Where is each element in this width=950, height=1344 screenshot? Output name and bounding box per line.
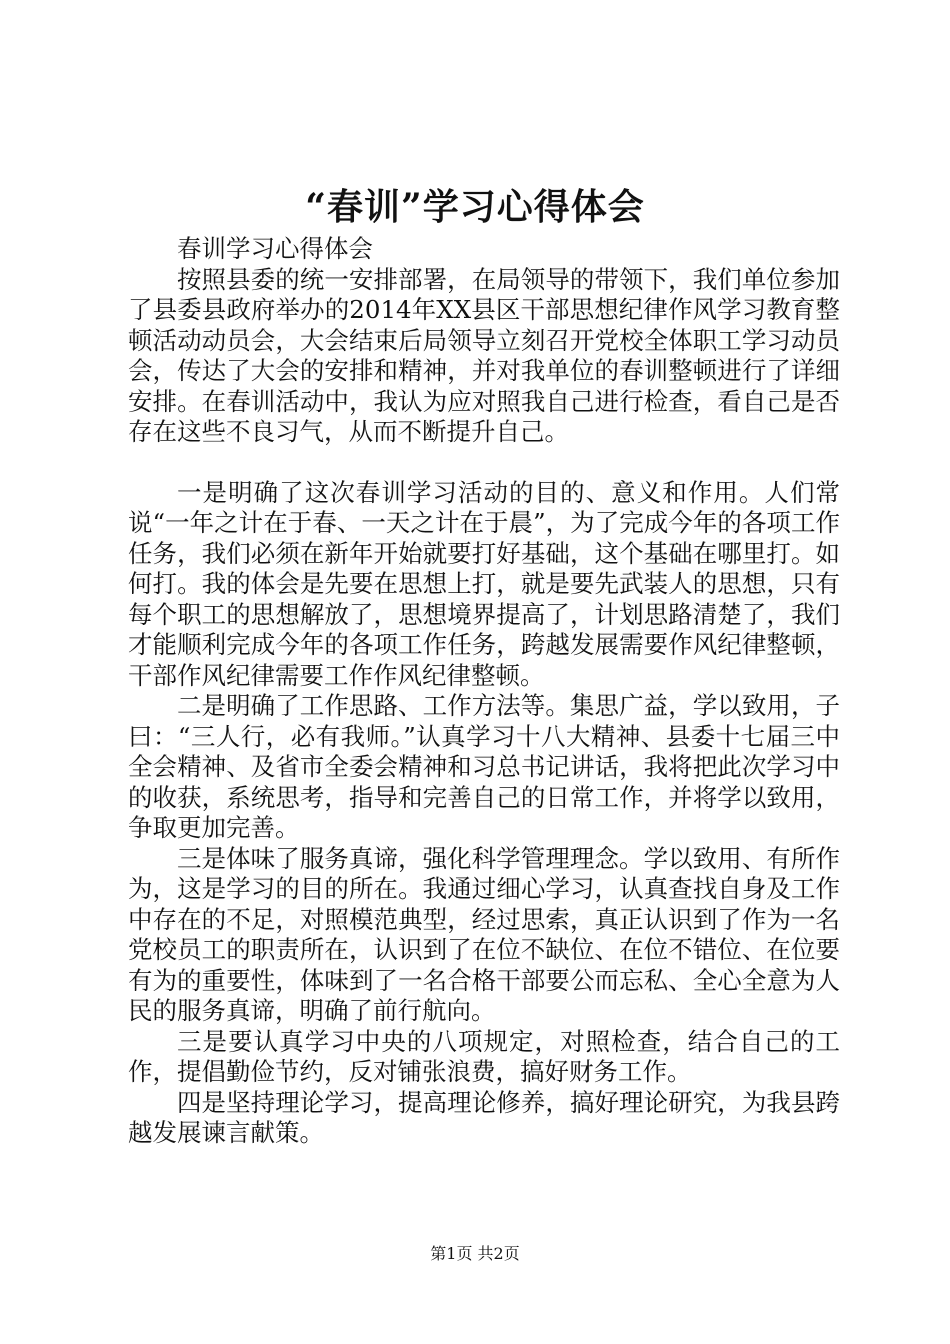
paragraph-gap	[128, 448, 840, 478]
document-title: “春训”学习心得体会	[305, 186, 645, 228]
subtitle-paragraph: 春训学习心得体会	[177, 234, 373, 263]
intro-paragraph: 按照县委的统一安排部署，在局领导的带领下，我们单位参加了县委县政府举办的2014年XX县区干部思想纪律作风学习教育整顿活动动员会，大会结束后局领导立刻召开党校全体职工学习动员会，传达了大会的安排和精神，并对我单位的春训整顿进行了详细安排。在春训活动中，我认为应对照我自己进行检查，看自己是否存在这些不良习气，从而不断提升自己。	[128, 264, 840, 446]
point-three-b-paragraph: 三是要认真学习中央的八项规定，对照检查，结合自己的工作，提倡勤俭节约，反对铺张浪费，搞好财务工作。	[128, 1026, 840, 1086]
point-two-paragraph: 二是明确了工作思路、工作方法等。集思广益，学以致用，子曰：“三人行，必有我师。”认真学习十八大精神、县委十七届三中全会精神、及省市全委会精神和习总书记讲话，我将把此次学习中的收获，系统思考，指导和完善自己的日常工作，并将学以致用，争取更加完善。	[128, 691, 840, 842]
point-three-paragraph: 三是体味了服务真谛，强化科学管理理念。学以致用、有所作为，这是学习的目的所在。我通过细心学习，认真查找自身及工作中存在的不足，对照模范典型，经过思索，真正认识到了作为一名党校员工的职责所在，认识到了在位不缺位、在位不错位、在位要有为的重要性，体味到了一名合格干部要公而忘私、全心全意为人民的服务真谛，明确了前行航向。	[128, 843, 840, 1025]
page-number-footer: 第1页 共2页	[430, 1244, 520, 1263]
point-four-paragraph: 四是坚持理论学习，提高理论修养，搞好理论研究，为我县跨越发展谏言献策。	[128, 1087, 840, 1147]
point-one-paragraph: 一是明确了这次春训学习活动的目的、意义和作用。人们常说“一年之计在于春、一天之计在于晨”，为了完成今年的各项工作任务，我们必须在新年开始就要打好基础，这个基础在哪里打。如何打。我的体会是先要在思想上打，就是要先武装人的思想，只有每个职工的思想解放了，思想境界提高了，计划思路清楚了，我们才能顺利完成今年的各项工作任务，跨越发展需要作风纪律整顿，干部作风纪律需要工作作风纪律整顿。	[128, 477, 840, 690]
document-body	[128, 234, 840, 1149]
